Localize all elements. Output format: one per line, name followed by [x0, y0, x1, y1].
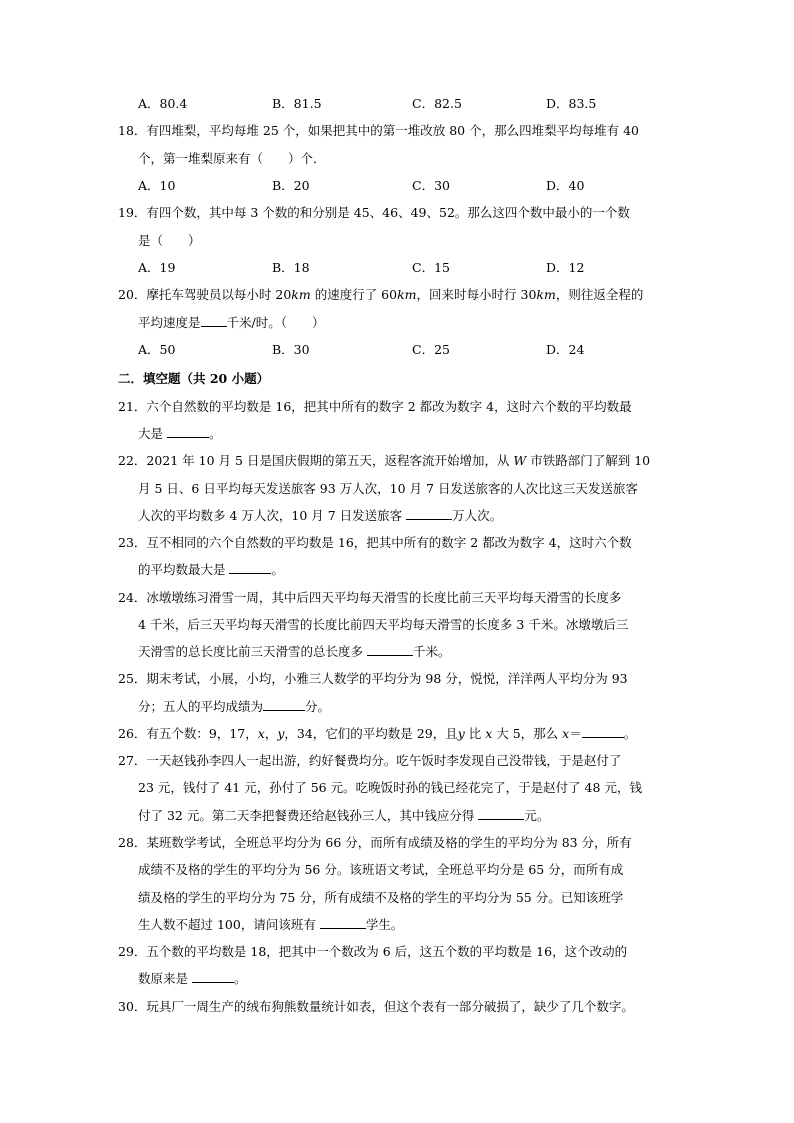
- q19-option-c: C．15: [412, 260, 450, 275]
- q18-option-c: C．30: [412, 178, 450, 193]
- q17-option-d: D．83.5: [546, 96, 597, 111]
- q27-text-line-2: 23 元，钱付了 41 元，孙付了 56 元。吃晚饭时孙的钱已经花完了，于是赵付了 48 元，钱: [138, 780, 642, 795]
- q26-text-line-1: 26．有五个数：9，17，x，y，34，它们的平均数是 29，且y 比 x 大 5，那么 x＝ 。: [118, 726, 637, 741]
- q18-option-a: A．10: [138, 178, 176, 193]
- section-heading-fill-in: 二．填空题（共 20 小题）: [118, 371, 270, 386]
- q19-options: [138, 259, 698, 277]
- q18-option-d: D．40: [546, 178, 585, 193]
- q17-options: [138, 95, 698, 113]
- q24-answer-blank: [367, 643, 413, 656]
- q25-text-line-1: 25．期末考试，小展，小均，小雅三人数学的平均分为 98 分，悦悦，洋洋两人平均分为 93: [118, 671, 628, 686]
- q24-text-line-3: 天滑雪的总长度比前三天滑雪的总长度多 千米。: [138, 644, 451, 659]
- q19-text-line-2: 是（ ）: [138, 233, 201, 248]
- q27-text-line-3: 付了 32 元。第二天李把餐费还给赵钱孙三人，其中钱应分得 元。: [138, 808, 550, 823]
- q22-text-line-3: 人次的平均数多 4 万人次，10 月 7 日发送旅客 万人次。: [138, 508, 503, 523]
- q27-answer-blank: [478, 807, 524, 820]
- q21-text-line-2: 大是 。: [138, 426, 222, 441]
- q20-text-line-2: 平均速度是 千米/时。（ ）: [138, 315, 325, 330]
- q30-text-line-1: 30．玩具厂一周生产的绒布狗熊数量统计如表，但这个表有一部分破损了，缺少了几个数字。: [118, 999, 634, 1014]
- q23-text-line-2: 的平均数最大是 。: [138, 562, 284, 577]
- q19-option-a: A．19: [138, 260, 176, 275]
- q22-text-line-1: 22．2021 年 10 月 5 日是国庆假期的第五天，返程客流开始增加，从 W 市铁路部门了解到 10: [118, 453, 651, 468]
- q29-text-line-2: 数原来是 。: [138, 971, 247, 986]
- q29-text-line-1: 29．五个数的平均数是 18，把其中一个数改为 6 后，这五个数的平均数是 16，这个改动的: [118, 944, 628, 959]
- q19-option-b: B．18: [272, 260, 310, 275]
- q28-text-line-4: 生人数不超过 100，请问该班有 学生。: [138, 917, 404, 932]
- q28-text-line-1: 28．某班数学考试，全班总平均分为 66 分，而所有成绩及格的学生的平均分为 83 分，所有: [118, 835, 632, 850]
- q17-option-a: A．80.4: [138, 96, 188, 111]
- q27-text-line-1: 27．一天赵钱孙李四人一起出游，约好餐费均分。吃午饭时李发现自己没带钱，于是赵付了: [118, 753, 622, 768]
- q18-text-line-1: 18．有四堆梨，平均每堆 25 个，如果把其中的第一堆改放 80 个，那么四堆梨平均每堆有 40: [118, 123, 639, 138]
- q20-option-a: A．50: [138, 342, 176, 357]
- q21-text-line-1: 21．六个自然数的平均数是 16，把其中所有的数字 2 都改为数字 4，这时六个数的平均数最: [118, 399, 632, 414]
- q18-option-b: B．20: [272, 178, 310, 193]
- q19-text-line-1: 19．有四个数，其中每 3 个数的和分别是 45、46、49、52。那么这四个数中最小的一个数: [118, 205, 630, 220]
- q20-option-b: B．30: [272, 342, 310, 357]
- q23-text-line-1: 23．互不相同的六个自然数的平均数是 16，把其中所有的数字 2 都改为数字 4，这时六个数: [118, 535, 632, 550]
- q28-text-line-3: 绩及格的学生的平均分为 75 分，所有成绩不及格的学生的平均分为 55 分。已知该班学: [138, 890, 624, 905]
- q26-answer-blank: [582, 725, 624, 738]
- q18-text-line-2: 个，第一堆梨原来有（ ）个．: [138, 151, 326, 166]
- q24-text-line-2: 4 千米，后三天平均每天滑雪的长度比前四天平均每天滑雪的长度多 3 千米。冰墩墩后三: [138, 617, 629, 632]
- q20-answer-blank: [201, 314, 227, 327]
- q22-answer-blank: [406, 507, 452, 520]
- q20-option-c: C．25: [412, 342, 450, 357]
- q23-answer-blank: [229, 561, 271, 574]
- q25-text-line-2: 分；五人的平均成绩为 分。: [138, 699, 331, 714]
- q17-option-b: B．81.5: [272, 96, 322, 111]
- q28-text-line-2: 成绩不及格的学生的平均分为 56 分。该班语文考试，全班总平均分是 65 分，而所有成: [138, 862, 624, 877]
- q17-option-c: C．82.5: [412, 96, 462, 111]
- q20-options: [138, 341, 698, 359]
- q18-options: [138, 177, 698, 195]
- q20-option-d: D．24: [546, 342, 585, 357]
- q24-text-line-1: 24．冰墩墩练习滑雪一周，其中后四天平均每天滑雪的长度比前三天平均每天滑雪的长度多: [118, 590, 622, 605]
- q21-answer-blank: [167, 425, 209, 438]
- q20-text-line-1: 20．摩托车驾驶员以每小时 20km 的速度行了 60km，回来时每小时行 30km，则往返全程的: [118, 287, 644, 302]
- q28-answer-blank: [320, 916, 366, 929]
- q29-answer-blank: [192, 970, 234, 983]
- q25-answer-blank: [263, 698, 305, 711]
- q22-text-line-2: 月 5 日、6 日平均每天发送旅客 93 万人次，10 月 7 日发送旅客的人次比这三天发送旅客: [138, 481, 638, 496]
- q19-option-d: D．12: [546, 260, 585, 275]
